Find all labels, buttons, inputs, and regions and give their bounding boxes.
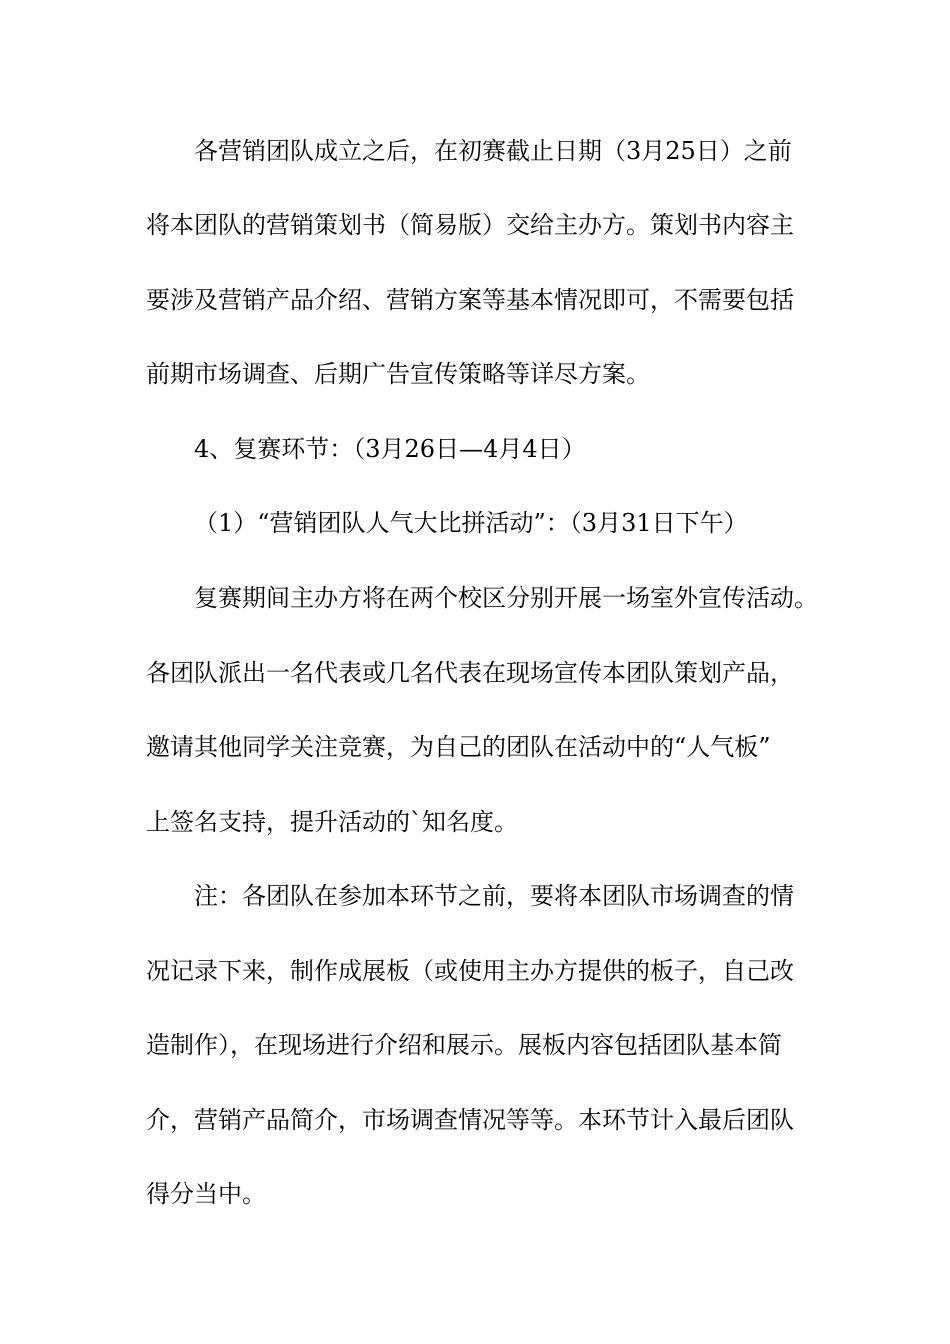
section-heading: 4、复赛环节：（3月26日—4月4日） <box>194 435 586 463</box>
paragraph-2-line-1: 复赛期间主办方将在两个校区分别开展一场室外宣传活动。 <box>194 584 818 612</box>
paragraph-1-line-2: 将本团队的营销策划书（简易版）交给主办方。策划书内容主 <box>146 211 794 239</box>
paragraph-1-line-1: 各营销团队成立之后，在初赛截止日期（3月25日）之前 <box>194 137 792 165</box>
paragraph-1-line-4: 前期市场调查、后期广告宣传策略等详尽方案。 <box>146 360 650 388</box>
paragraph-2-line-4: 上签名支持，提升活动的`知名度。 <box>146 808 518 836</box>
note-line-3: 造制作），在现场进行介绍和展示。展板内容包括团队基本简 <box>146 1031 782 1059</box>
paragraph-2-line-2: 各团队派出一名代表或几名代表在现场宣传本团队策划产品， <box>146 659 794 687</box>
subsection-heading: （1）“营销团队人气大比拼活动”：（3月31日下午） <box>194 509 748 537</box>
paragraph-2-line-3: 邀请其他同学关注竞赛，为自己的团队在活动中的“人气板” <box>146 733 771 761</box>
note-line-5: 得分当中。 <box>146 1180 266 1208</box>
note-line-2: 况记录下来，制作成展板（或使用主办方提供的板子，自己改 <box>146 957 794 985</box>
note-line-4: 介，营销产品简介，市场调查情况等等。本环节计入最后团队 <box>146 1106 794 1134</box>
paragraph-1-line-3: 要涉及营销产品介绍、营销方案等基本情况即可，不需要包括 <box>146 286 794 314</box>
note-line-1: 注：各团队在参加本环节之前，要将本团队市场调查的情 <box>194 882 794 910</box>
